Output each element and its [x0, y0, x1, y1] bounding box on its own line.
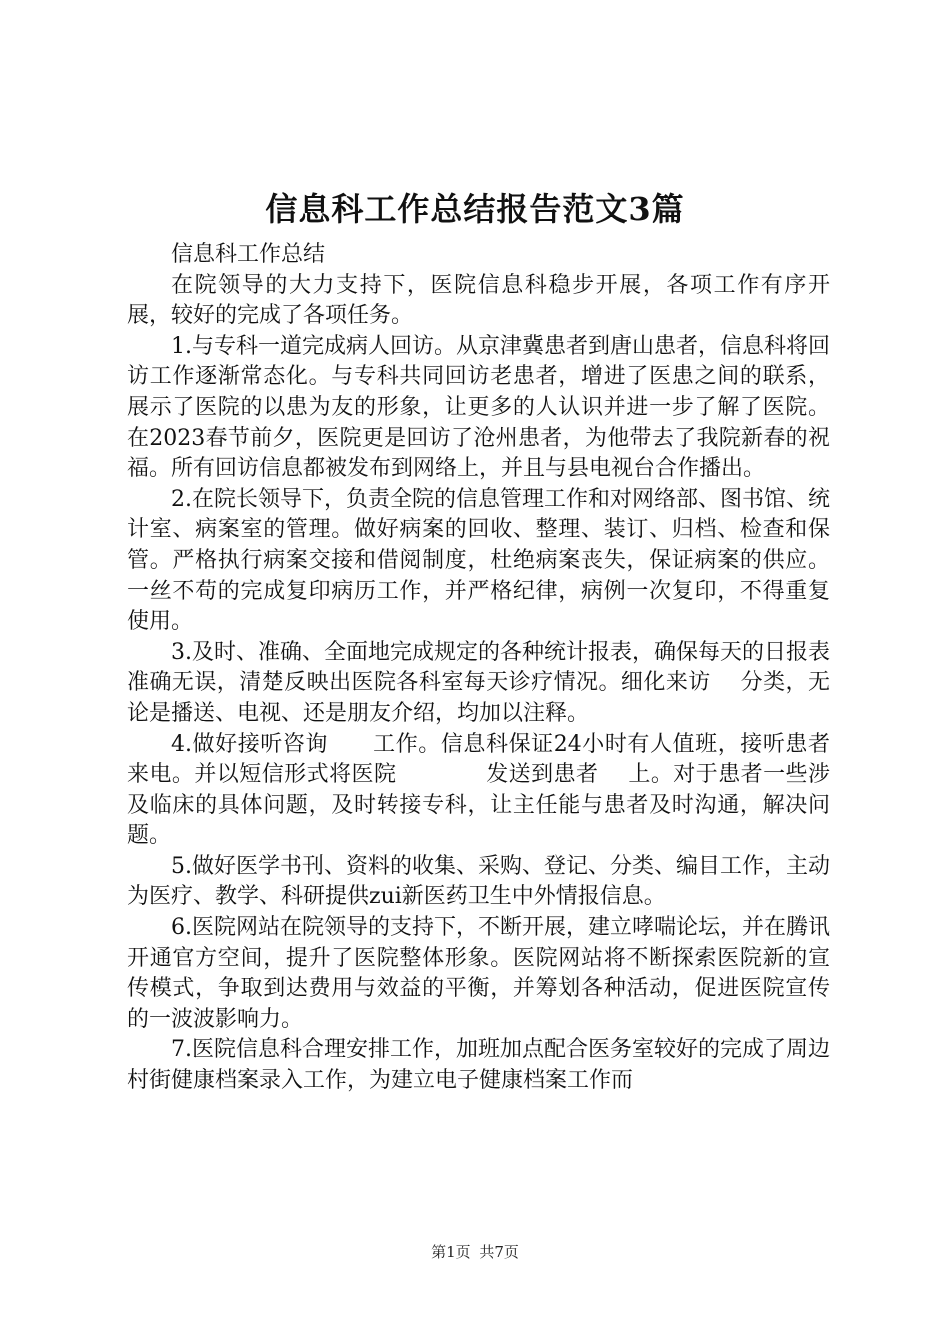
item-paragraph-3: 3.及时、准确、全面地完成规定的各种统计报表，确保每天的日报表准确无误，清楚反映出医院各科室每天诊疗情况。细化来访 分类，无论是播送、电视、还是朋友介绍，均加以注释。 [127, 639, 830, 726]
section-heading: 信息科工作总结 [171, 242, 326, 267]
item-paragraph-2: 2.在院长领导下，负责全院的信息管理工作和对网络部、图书馆、统计室、病案室的管理。做好病案的回收、整理、装订、归档、检查和保管。严格执行病案交接和借阅制度，杜绝病案丧失，保证病案的供应。一丝不苟的完成复印病历工作，并严格纪律，病例一次复印，不得重复使用。 [127, 486, 830, 635]
item-paragraph-4: 4.做好接听咨询 工作。信息科保证24小时有人值班，接听患者来电。并以短信形式将医院 发送到患者 上。对于患者一些涉及临床的具体问题，及时转接专科，让主任能与患者及时沟通，解决问题。 [127, 731, 830, 849]
intro-paragraph: 在院领导的大力支持下，医院信息科稳步开展，各项工作有序开展，较好的完成了各项任务。 [127, 272, 830, 329]
item-paragraph-7: 7.医院信息科合理安排工作，加班加点配合医务室较好的完成了周边村街健康档案录入工作，为建立电子健康档案工作而 [127, 1037, 830, 1094]
page-footer [0, 1242, 950, 1262]
item-paragraph-1: 1.与专科一道完成病人回访。从京津冀患者到唐山患者，信息科将回访工作逐渐常态化。与专科共同回访老患者，增进了医患之间的联系，展示了医院的以患为友的形象，让更多的人认识并进一步了解了医院。在2023春节前夕，医院更是回访了沧州患者，为他带去了我院新春的祝福。所有回访信息都被发布到网络上，并且与县电视台合作播出。 [127, 333, 830, 482]
page-number: 第1页 [431, 1243, 471, 1261]
page-total: 共7页 [479, 1243, 519, 1261]
document-title: 信息科工作总结报告范文3篇 [265, 190, 685, 228]
item-paragraph-5: 5.做好医学书刊、资料的收集、采购、登记、分类、编目工作，主动为医疗、教学、科研提供zui新医药卫生中外情报信息。 [127, 853, 830, 910]
item-paragraph-6: 6.医院网站在院领导的支持下，不断开展，建立哮喘论坛，并在腾讯开通官方空间，提升了医院整体形象。医院网站将不断探索医院新的宣传模式，争取到达费用与效益的平衡，并筹划各种活动，促进医院宣传的一波波影响力。 [127, 915, 830, 1032]
document-body [127, 240, 830, 1097]
